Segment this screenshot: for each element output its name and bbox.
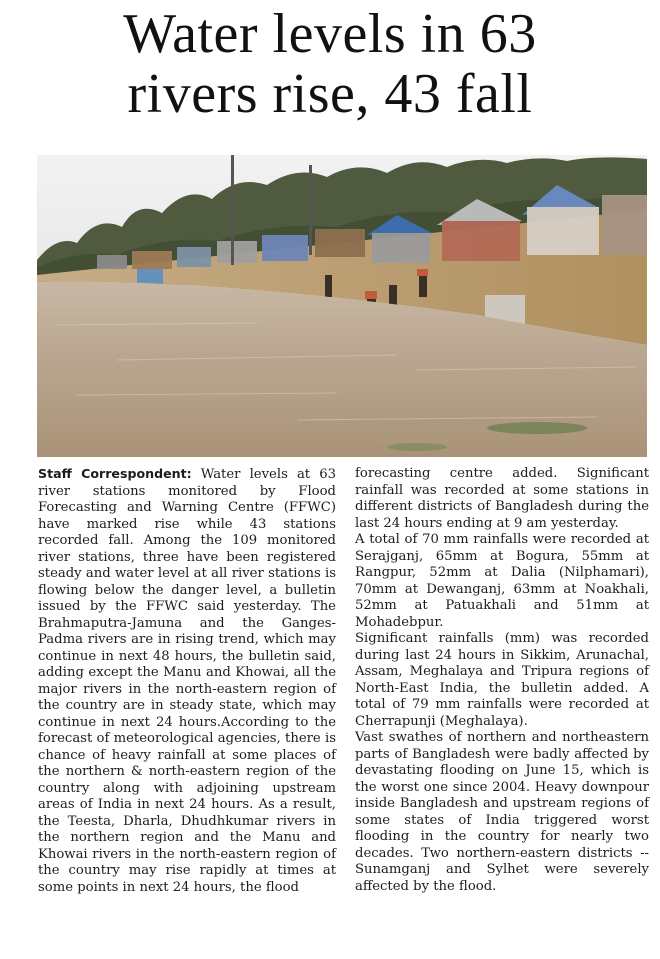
article-body — [38, 466, 649, 954]
byline: Staff Correspondent: — [38, 466, 192, 481]
headline-line-2: rivers rise, 43 fall — [127, 63, 533, 125]
article-paragraph: forecasting centre added. Significant rainfall was recorded at some stations in different districts of Bangladesh during the last 24 hours ending at 9 am yesterday. — [355, 466, 649, 531]
article-paragraph: A total of 70 mm rainfalls were recorded at Serajganj, 65mm at Bogura, 55mm at Rangpur, 52mm at Dalia (Nilphamari), 70mm at Dewanganj, 63mm at Noakhali, 52mm at Patuakhali and 51mm at Mohadebpur. — [355, 532, 649, 630]
article-paragraph: Significant rainfalls (mm) was recorded during last 24 hours in Sikkim, Arunachal, Assam, Meghalaya and Tripura regions of North-East India, the bulletin added. A total of 79 mm rainfalls were recorded at Cherrapunji (Meghalaya). — [355, 631, 649, 729]
headline — [0, 4, 660, 124]
headline-line-1: Water levels in 63 — [123, 3, 537, 65]
flood-riverbank-photo — [37, 155, 647, 457]
article-text-part-1: Water levels at 63 river stations monitored by Flood Forecasting and Warning Centre (FFWC) have marked rise while 43 stations recorded fall. Among the 109 monitored river stations, three have been registered steady and water level at all river stations is flowing below the danger level, a bulletin issued by the FFWC said yesterday. The Brahmaputra-Jamuna and the Ganges-Padma rivers are in rising trend, which may continue in next 48 hours, the bulletin said, adding except the Manu and Khowai, all the major rivers in the north-eastern region of the country are in steady state, which may continue in next 24 hours.According to the forecast of meteorological agencies, there is chance of heavy rainfall at some places of the northern & north-eastern region of the country along with adjoining upstream areas of India in next 24 hours. As a result, the Teesta, Dharla, Dhudhkumar rivers in the northern region and the Manu and Khowai rivers in the north-eastern region of the country may rise rapidly at times at some points in next 24 hours, the flood — [38, 467, 336, 895]
article-right-column — [355, 466, 649, 895]
article-paragraph: Vast swathes of northern and northeastern parts of Bangladesh were badly affected by devastating flooding on June 15, which is the worst one since 2004. Heavy downpour inside Bangladesh and upstream regions of some states of India triggered worst flooding in the country for nearly two decades. Two northern-eastern districts -- Sunamganj and Sylhet were severely affected by the flood. — [355, 730, 649, 894]
article-left-column — [38, 466, 336, 896]
